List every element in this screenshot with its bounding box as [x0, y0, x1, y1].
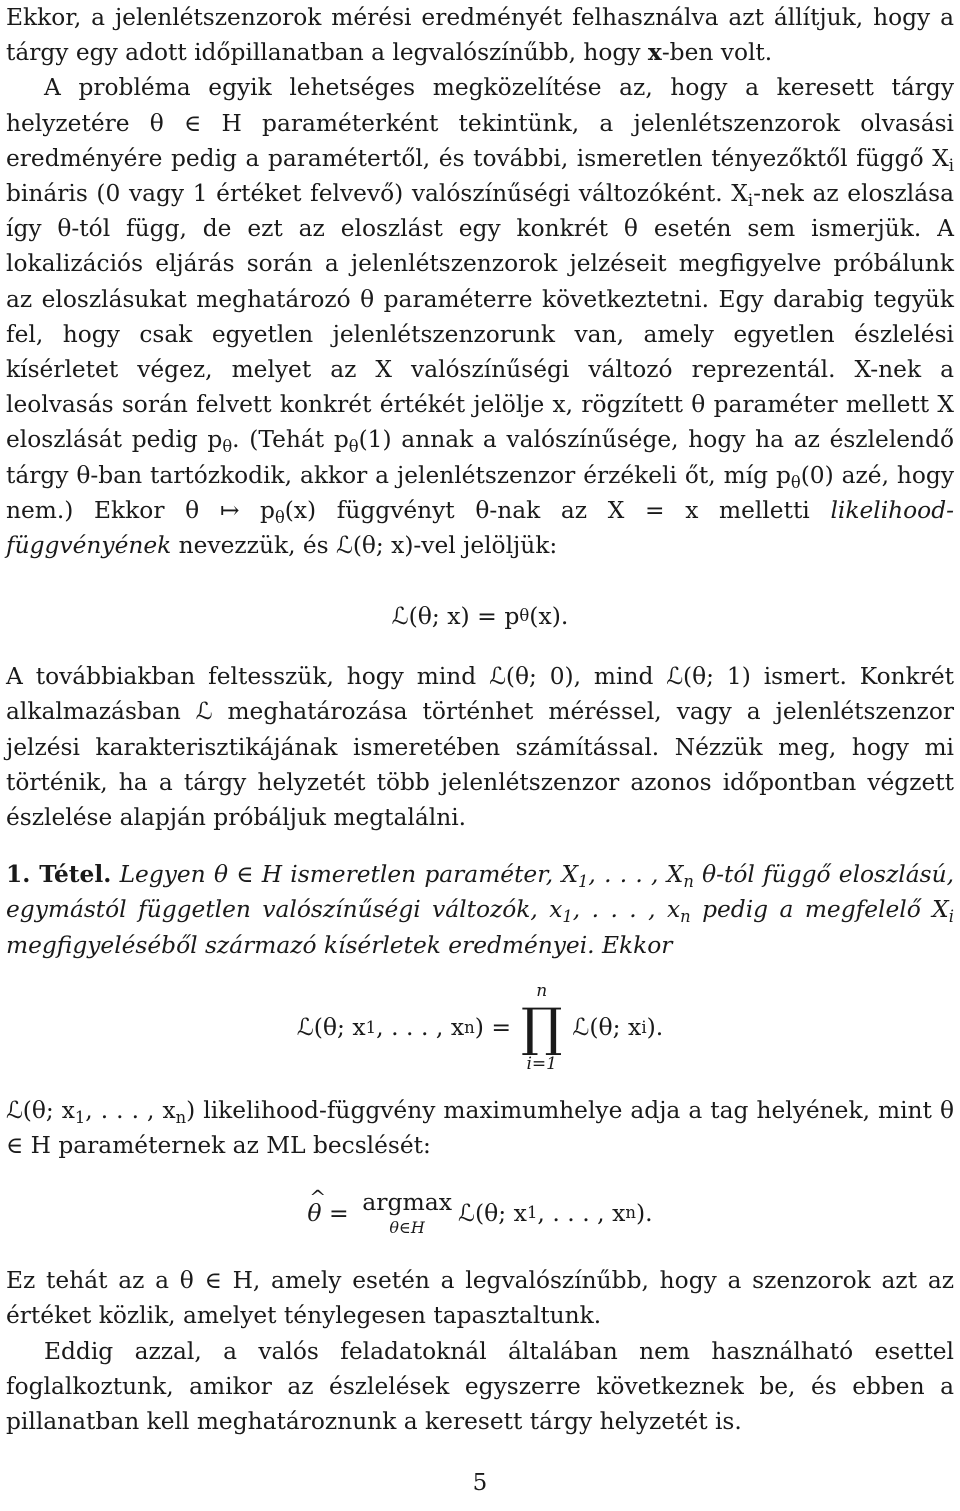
paragraph-assumption: A továbbiakban feltesszük, hogy mind ℒ(θ; 0), mind ℒ(θ; 1) ismert. Konkrét alkalmazásban ℒ meghatározása történhet méréssel, vagy a jelenlétszenzor jelzési karakterisztikájának ismeretében számítással. Nézzük meg, hogy mi történik, ha a tárgy helyzetét több jelenlétszenzor azonos időpontban végzett észlelése alapján próbáljuk megtalálni. [6, 663, 954, 832]
subscript: θ [348, 437, 359, 457]
paragraph-conclusion: Ez tehát az a θ ∈ H, amely esetén a legvalószínűbb, hogy a szenzorok azt az értéket közlik, amelyet ténylegesen tapasztaltunk. [6, 1267, 954, 1330]
page-number: 5 [472, 1470, 488, 1496]
eq2-lhs: ℒ(θ; x [296, 1013, 366, 1042]
subscript: n [680, 907, 691, 927]
problem-text-3: -nek az eloszlása így θ-tól függ, de ezt az eloszlást egy konkrét θ esetén sem ismerjük. A lokalizációs eljárás során a jelenlétszenzorok jelzéseit megfigyelve próbálunk az eloszlásukat meghatározó θ paraméterre következtetni. Egy darabig tegyük fel, hogy csak egyetlen jelenlétszenzorunk van, amely egyetlen észlelési kísérletet végez, melyet az X valószínűségi változó reprezentál. X-nek a leolvasás során felvett konkrét értékét jelölje x, rögzített θ paraméter mellett X eloszlását pedig p [6, 180, 954, 454]
equation-argmax: ^ θ = argmax θ∈H ℒ(θ; x 1 , . . . , x n ). [6, 1163, 954, 1263]
argmax-operator [362, 1187, 453, 1238]
eq1-rhs: (x). [529, 601, 569, 630]
subscript: θ [222, 437, 233, 457]
subscript: 1 [578, 872, 589, 892]
eq2-lhs: , . . . , x [376, 1013, 465, 1042]
problem-text-7: (x) függvényt θ-nak az X = x melletti [284, 496, 831, 524]
ml-text: ℒ(θ; x [6, 1096, 75, 1124]
problem-text-4: . (Tehát p [232, 426, 349, 454]
problem-text-6: (0) azé, hogy nem.) Ekkor θ ↦ p [6, 461, 954, 524]
eq2-rhs: ℒ(θ; x [572, 1013, 642, 1042]
problem-text-1: A probléma egyik lehetséges megközelítése az, hogy a keresett tárgy helyzetére θ ∈ H paraméterként tekintünk, a jelenlétszenzorok olvasási eredményére pedig a paramétertől, és további, ismeretlen tényezőktől függő X [6, 74, 954, 172]
eq3-rhs: ℒ(θ; x [458, 1198, 527, 1227]
ml-text: , . . . , x [85, 1096, 176, 1124]
problem-text-2: bináris (0 vagy 1 értéket felvevő) valószínűségi változóként. X [6, 180, 748, 208]
subscript: i [747, 190, 754, 210]
theorem-text: pedig a megfelelő X [690, 896, 949, 924]
x-bold: x [647, 39, 662, 67]
argmax-subscript: θ∈H [389, 1218, 425, 1238]
paragraph-outlook: Eddig azzal, a valós feladatoknál általában nem használható esettel foglalkoztunk, amikor az észlelések egyszerre következnek be, és ebben a pillanatban kell meghatároznunk a keresett tárgy helyzetét is. [6, 1337, 954, 1436]
theorem-text: θ-tól függő eloszlású, egymástól független valószínűségi változók, x [6, 861, 954, 924]
theorem-text: Legyen θ ∈ H ismeretlen paraméter, X [111, 861, 579, 889]
eq1-lhs: ℒ(θ; x) = p [391, 601, 520, 630]
product-lower-limit: i=1 [526, 1053, 557, 1074]
theorem-text: , . . . , x [572, 896, 681, 924]
eq2-lhs: ) = [474, 1013, 512, 1042]
subscript: θ [274, 507, 285, 527]
subscript: i [948, 155, 954, 175]
product-operator [521, 980, 563, 1074]
subscript: θ [790, 472, 801, 492]
theta-hat: ^ θ [307, 1196, 321, 1231]
subscript: n [683, 872, 694, 892]
equation-product: ℒ(θ; x 1 , . . . , x n ) = n ∏ i=1 ℒ(θ; x i ). [296, 980, 664, 1074]
intro-text-end: -ben volt. [661, 39, 773, 67]
page-body [6, 0, 954, 1439]
equation-likelihood: ℒ(θ; x) = p θ (x). [6, 573, 954, 659]
subscript: i [948, 907, 954, 927]
product-symbol: ∏ [521, 997, 563, 1058]
paragraph-ml-estimate [6, 1093, 954, 1163]
eq2-rhs: ). [646, 1013, 664, 1042]
problem-text-5: (1) annak a valószínűsége, hogy ha az észlelendő tárgy θ-ban tartózkodik, akkor a jelenlétszenzor érzékeli őt, míg p [6, 426, 955, 489]
eq3-rhs: ). [635, 1198, 653, 1227]
theorem-text: megfigyeléséből származó kísérletek eredményei. Ekkor [6, 931, 673, 959]
theorem-text: , . . . , X [588, 861, 684, 889]
theorem-label: 1. Tétel. [6, 861, 112, 889]
paragraph-intro [6, 0, 954, 70]
paragraph-problem [6, 70, 954, 563]
subscript: n [175, 1107, 187, 1127]
argmax-label: argmax [362, 1187, 453, 1216]
intro-text: Ekkor, a jelenlétszenzorok mérési eredményét felhasználva azt állítjuk, hogy a tárgy egy adott időpillanatban a legvalószínűbb, hogy [6, 4, 954, 67]
theorem-block [6, 857, 954, 963]
subscript: 1 [74, 1107, 86, 1127]
problem-text-8: nevezzük, és ℒ(θ; x)-vel jelöljük: [171, 532, 558, 560]
likelihood-term: likelihood-függvényének [6, 496, 954, 560]
product-upper-limit: n [536, 980, 548, 1001]
ml-text: ) likelihood-függvény maximumhelye adja a tag helyének, mint θ ∈ H paraméternek az ML becslését: [6, 1096, 954, 1160]
subscript: 1 [562, 907, 573, 927]
eq3-rhs: , . . . , x [537, 1198, 626, 1227]
equals-sign: = [321, 1198, 357, 1227]
